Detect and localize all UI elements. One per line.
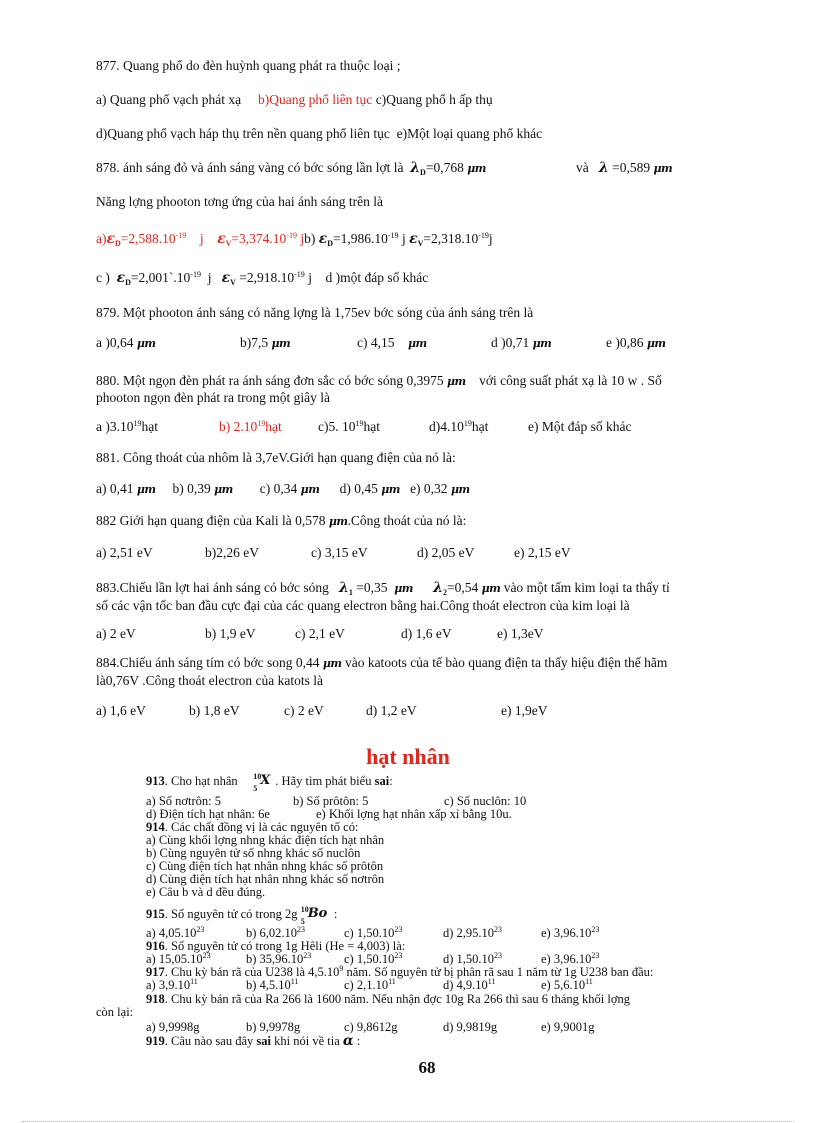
q877-answers: a) Quang phổ vạch phát xạ b)Quang phổ liên tục c)Quang phổ h ấp thụ: [96, 92, 493, 107]
q916-question: 916. Số nguyên tử có trong 1g Hêli (He = 4,003) là:: [146, 939, 406, 953]
q913-e: e) Khối lợng hạt nhân xấp xỉ bằng 10u.: [316, 807, 512, 821]
q880-question: 880. Một ngọn đèn phát ra ánh sáng đơn sắc có bớc sóng 0,3975 μm với công suất phát xạ là 10 w . Số: [96, 373, 662, 388]
q882-c: c) 3,15 eV: [311, 545, 368, 560]
q916-e: e) 3,96.10$^{23}$: [541, 951, 600, 966]
q916-b: b) 35,96.10$^{23}$: [246, 951, 312, 966]
q883-question: 883.Chiếu lần lợt hai ánh sáng có bớc sóng $\lambda_1 =0,35$ μm $\lambda_2=0,54$ μm vào một tấm kim loại ta thấy tỉ: [96, 580, 670, 597]
q878-question-b: và λ =0,589 μm: [576, 160, 673, 176]
nuclide-bo: 10 5 Bo: [300, 905, 328, 926]
q918-question: 918. Chu kỳ bán rã của Ra 266 là 1600 năm. Nếu nhận đợc 10g Ra 266 thì sau 6 tháng khối lợng: [146, 992, 630, 1006]
q917-question: 917. Chu kỳ bán rã của U238 là 4,5.10$^9$ năm. Số nguyên tử bị phân rã sau 1 năm từ 1g U238 ban đầu:: [146, 964, 654, 979]
q877-correct: b)Quang phổ liên tục: [257, 92, 373, 107]
q879-e: e )0,86 μm: [606, 335, 666, 350]
q883-b: b) 1,9 eV: [205, 626, 256, 641]
q879-a: a )0,64 μm: [96, 335, 156, 350]
q918-question-2: còn lại:: [96, 1005, 134, 1019]
q882-question: 882 Giới hạn quang điện của Kali là 0,578 μm.Công thoát của nó là:: [96, 513, 467, 528]
q879-question: 879. Một phooton ánh sáng có năng lợng là 1,75ev bớc sóng của ánh sáng trên là: [96, 305, 534, 320]
page-bottom-border: [22, 1121, 794, 1122]
q880-a: a )3.10$^{19}$hạt: [96, 419, 158, 434]
q877-question: 877. Quang phổ do đèn huỳnh quang phát ra thuộc loại ;: [96, 58, 401, 73]
q914-d: d) Cùng điện tích hạt nhân nhng khác số nơtrôn: [146, 872, 385, 886]
q884-question-2: là0,76V .Công thoát electron của katots là: [96, 673, 323, 688]
q916-c: c) 1,50.10$^{23}$: [344, 951, 403, 966]
alpha-symbol: α: [342, 1033, 354, 1049]
q918-c: c) 9,8612g: [344, 1020, 398, 1034]
q882-b: b)2,26 eV: [205, 545, 259, 560]
q884-b: b) 1,8 eV: [189, 703, 240, 718]
q879-d: d )0,71 μm: [491, 335, 552, 350]
q879-b: b)7,5 μm: [240, 335, 291, 350]
q882-a: a) 2,51 eV: [96, 545, 153, 560]
q915-question: 915. Số nguyên tử có trong 2g 10 5 Bo :: [146, 905, 338, 926]
q878-question: 878. ánh sáng đỏ và ánh sáng vàng có bớc sóng lần lợt là $\lambda_D=0,768$ μm: [96, 160, 486, 177]
q883-question-2: số các vận tốc ban đầu cực đại của các quang electron bằng hai.Công thoát electron của kim loại là: [96, 598, 630, 613]
q918-a: a) 9,9998g: [146, 1020, 200, 1034]
q914-a: a) Cùng khối lợng nhng khác điện tích hạt nhân: [146, 833, 385, 847]
q883-a: a) 2 eV: [96, 626, 136, 641]
q882-d: d) 2,05 eV: [417, 545, 475, 560]
q884-question: 884.Chiếu ánh sáng tím có bớc song 0,44 μm vào katoots của tế bào quang điện ta thấy hiệu điện thế hãm: [96, 655, 668, 670]
q915-a: a) 4,05.10$^{23}$: [146, 925, 205, 940]
q883-e: e) 1,3eV: [497, 626, 544, 641]
q878-line2: Năng lợng phooton tơng ứng của hai ánh sáng trên là: [96, 194, 384, 209]
q883-d: d) 1,6 eV: [401, 626, 452, 641]
q915-b: b) 6,02.10$^{23}$: [246, 925, 306, 940]
q915-e: e) 3,96.10$^{23}$: [541, 925, 600, 940]
q914-b: b) Cùng nguyên tử số nhng khác số nuclôn: [146, 846, 361, 860]
q878-answers-2: c ) $\varepsilon_D=2,001`.10^{-19}$ j $\varepsilon_V =2,918.10^{-19}$ j d )một đáp số khác: [96, 270, 429, 287]
q882-e: e) 2,15 eV: [514, 545, 571, 560]
q918-d: d) 9,9819g: [443, 1020, 498, 1034]
nuclide-x: 10 5 X: [253, 772, 271, 793]
q880-d: d)4.10$^{19}$hạt: [429, 419, 489, 434]
q884-a: a) 1,6 eV: [96, 703, 146, 718]
q917-d: d) 4,9.10$^{11}$: [443, 977, 496, 992]
q884-c: c) 2 eV: [284, 703, 324, 718]
q880-e: e) Một đáp số khác: [528, 419, 632, 434]
q915-d: d) 2,95.10$^{23}$: [443, 925, 503, 940]
q913-a: a) Số nơtrôn: 5: [146, 794, 222, 808]
page-number: 68: [418, 1058, 436, 1077]
q915-c: c) 1,50.10$^{23}$: [344, 925, 403, 940]
q918-b: b) 9,9978g: [246, 1020, 301, 1034]
q878-answers-1: $a)\varepsilon_D=2,588.10^{-19}$ j $\varepsilon_V=3,374.10^{-19}$ jb) $\varepsilon_D=1,986.10^{-19}$ j $\varepsilon_V=2,318.10^{-19}j$: [96, 231, 493, 248]
q919-question: 919. Câu nào sau đây sai khi nói về tia α :: [146, 1033, 361, 1049]
q883-c: c) 2,1 eV: [295, 626, 345, 641]
q913-question: 913. Cho hạt nhân 10 5 X . Hãy tìm phát biểu sai:: [146, 772, 393, 793]
q918-e: e) 9,9001g: [541, 1020, 595, 1034]
q916-d: d) 1,50.10$^{23}$: [443, 951, 503, 966]
q884-d: d) 1,2 eV: [366, 703, 417, 718]
q917-c: c) 2,1.10$^{11}$: [344, 977, 396, 992]
q914-question: 914. Các chất đồng vị là các nguyên tố có:: [146, 820, 359, 834]
q880-c: c)5. $10^{19}hạt$: [318, 419, 380, 434]
q884-e: e) 1,9eV: [501, 703, 548, 718]
q880-question-2: phooton ngọn đèn phát ra trong một giây là: [96, 390, 330, 405]
q881-answers: a) 0,41 μm b) 0,39 μm c) 0,34 μm d) 0,45 μm e) 0,32 μm: [96, 481, 470, 496]
q917-a: a) 3,9.10$^{11}$: [146, 977, 198, 992]
q917-b: b) 4,5.10$^{11}$: [246, 977, 299, 992]
q913-c: c) Số nuclôn: 10: [444, 794, 527, 808]
q879-c: c) 4,15 μm: [357, 335, 427, 350]
q913-d: d) Điện tích hạt nhân: 6e: [146, 807, 270, 821]
q880-b-correct: b) 2.10$^{19}$hạt: [219, 419, 282, 434]
q914-c: c) Cùng điện tích hạt nhân nhng khác số prôtôn: [146, 859, 384, 873]
section-title: hạt nhân: [366, 744, 450, 769]
q916-a: a) 15,05.10$^{23}$: [146, 951, 211, 966]
q881-question: 881. Công thoát của nhôm là 3,7eV.Giới hạn quang điện của nó là:: [96, 450, 456, 465]
q913-b: b) Số prôtôn: 5: [293, 794, 369, 808]
q914-e: e) Câu b và d đều đúng.: [146, 885, 266, 899]
q877-answers-2: d)Quang phổ vạch háp thụ trên nền quang phổ liên tục e)Một loại quang phổ khác: [96, 126, 543, 141]
q917-e: e) 5,6.10$^{11}$: [541, 977, 593, 992]
